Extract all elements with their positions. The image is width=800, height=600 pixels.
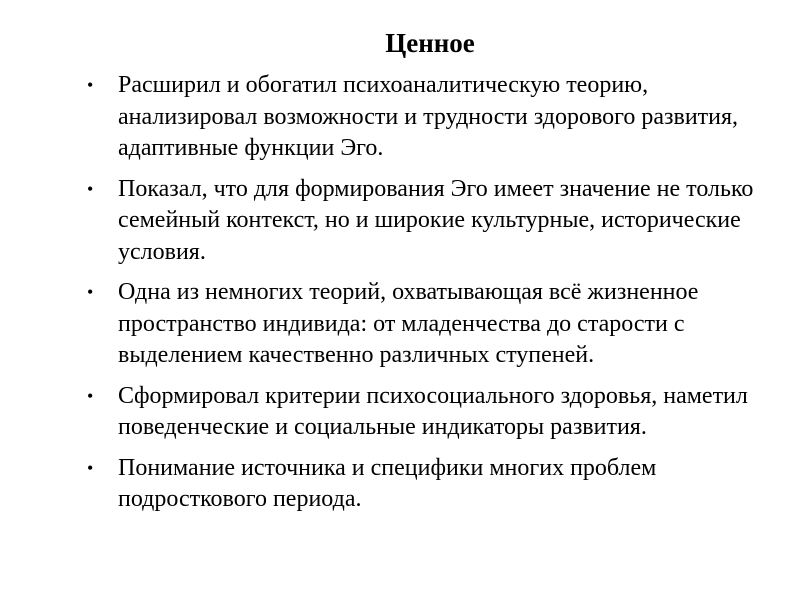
bullet-dot-icon: • [87,457,94,478]
bullet-list [83,70,773,525]
bullet-item-1 [83,70,773,165]
bullet-text: Понимание источника и специфики многих проблем подросткового периода. [118,454,657,512]
bullet-text: Показал, что для формирования Эго имеет значение не только семейный контекст, но и широкие культурные, исторические условия. [118,175,754,265]
bullet-item-2 [83,174,773,269]
bullet-text: Одна из немногих теорий, охватывающая всё жизненное пространство индивида: от младенчества до старости с выделением качественно различных ступеней. [118,279,699,368]
bullet-dot-icon: • [87,282,94,302]
bullet-dot-icon: • [87,75,94,95]
bullet-dot-icon: • [87,178,94,199]
bullet-dot-icon: • [87,385,94,406]
bullet-item-4 [83,381,773,444]
bullet-item-3 [83,277,773,372]
bullet-item-5 [83,453,773,516]
slide-title: Ценное [385,28,475,58]
bullet-text: Сформировал критерии психосоциального здоровья, наметил поведенческие и социальные индикаторы развития. [118,382,748,440]
bullet-text: Расширил и обогатил психоаналитическую теорию, анализировал возможности и трудности здорового развития, адаптивные функции Эго. [118,72,739,161]
